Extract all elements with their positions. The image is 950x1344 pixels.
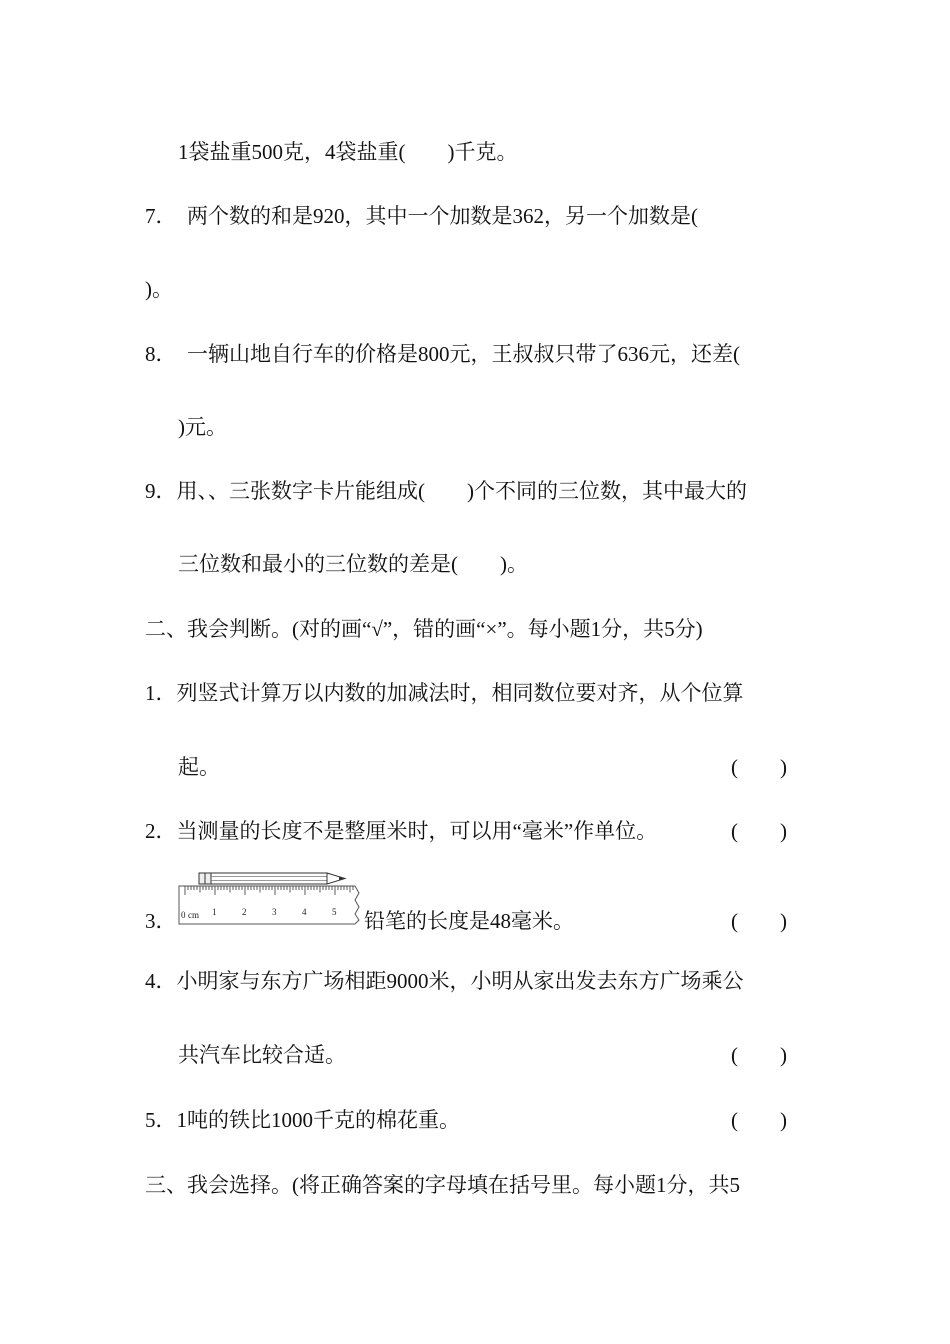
ruler-label-0: 0 bbox=[181, 910, 186, 920]
q8-line-1: 8． 一辆山地自行车的价格是800元，王叔叔只带了636元，还差( bbox=[145, 342, 740, 366]
judge-4-line-1: 4．小明家与东方广场相距9000米，小明从家出发去东方广场乘公 bbox=[145, 969, 744, 993]
judge-3-answer-box[interactable]: ( ) bbox=[731, 909, 787, 933]
q8-line-2: )元。 bbox=[178, 415, 227, 439]
ruler-label-1: 1 bbox=[212, 907, 217, 917]
q7-line-2: )。 bbox=[145, 277, 173, 301]
judge-1-line-2: 起。 bbox=[178, 755, 220, 779]
judge-1-answer-box[interactable]: ( ) bbox=[731, 755, 787, 779]
ruler-icon bbox=[179, 886, 359, 924]
judge-2-answer-box[interactable]: ( ) bbox=[731, 819, 787, 843]
ruler-label-4: 4 bbox=[302, 907, 307, 917]
ruler-unit: cm bbox=[188, 910, 199, 920]
judge-5-answer-box[interactable]: ( ) bbox=[731, 1108, 787, 1132]
q9-line-2: 三位数和最小的三位数的差是( )。 bbox=[178, 552, 528, 576]
judge-3-number: 3． bbox=[145, 909, 177, 933]
judge-4-answer-box[interactable]: ( ) bbox=[731, 1043, 787, 1067]
q9-line-1: 9．用、、三张数字卡片能组成( )个不同的三位数，其中最大的 bbox=[145, 479, 747, 503]
judge-2: 2．当测量的长度不是整厘米时，可以用“毫米”作单位。 bbox=[145, 819, 658, 843]
pencil-icon bbox=[199, 873, 345, 884]
pencil-on-ruler-figure bbox=[177, 868, 363, 928]
ruler-label-5: 5 bbox=[332, 907, 337, 917]
judge-3-text: 铅笔的长度是48毫米。 bbox=[364, 909, 574, 933]
ruler-label-2: 2 bbox=[242, 907, 247, 917]
judge-5: 5．1吨的铁比1000千克的棉花重。 bbox=[145, 1108, 460, 1132]
q7-line-1: 7． 两个数的和是920，其中一个加数是362，另一个加数是( bbox=[145, 204, 698, 228]
judge-4-line-2: 共汽车比较合适。 bbox=[178, 1043, 346, 1067]
section-3-heading: 三、我会选择。(将正确答案的字母填在括号里。每小题1分，共5 bbox=[145, 1173, 740, 1197]
q6-line-2: 1袋盐重500克，4袋盐重( )千克。 bbox=[178, 140, 518, 164]
judge-1-line-1: 1．列竖式计算万以内数的加减法时，相同数位要对齐，从个位算 bbox=[145, 681, 744, 705]
ruler-label-3: 3 bbox=[272, 907, 277, 917]
section-2-heading: 二、我会判断。(对的画“√”，错的画“×”。每小题1分，共5分) bbox=[145, 617, 703, 641]
